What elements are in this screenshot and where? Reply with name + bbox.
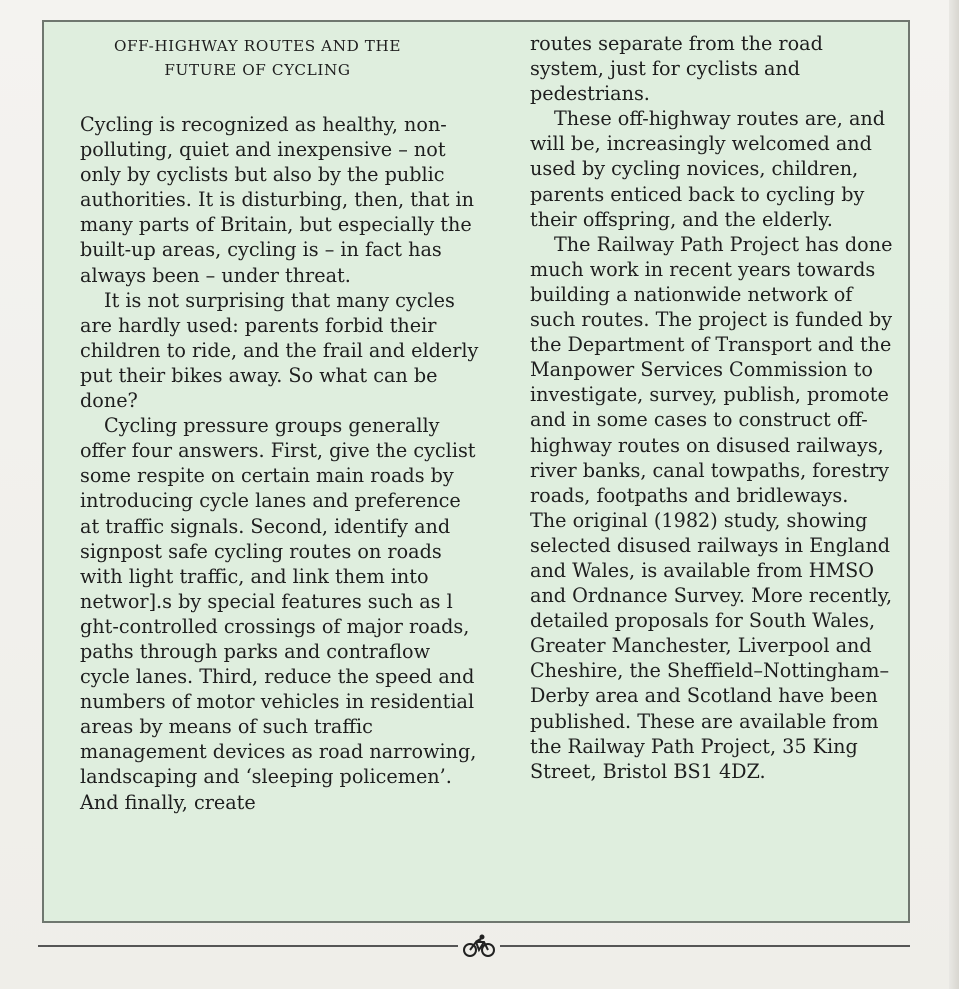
paragraph: It is not surprising that many cycles are hardly used: parents forbid their children to ride, and the frail and elderly put their bikes away. So what can be done?: [80, 288, 479, 413]
article-title: OFF-HIGHWAY ROUTES AND THE FUTURE OF CYCLING: [113, 37, 402, 79]
footer-rule-right: [500, 945, 910, 947]
paragraph: The original (1982) study, showing selected disused railways in England and Wales, is available from HMSO and Ordnance Survey. More recently, detailed proposals for South Wales, Greater Manchester, Liverpool and Cheshire, the Sheffield–Nottingham–Derby area and Scotland have been published. These are available from the Railway Path Project, 35 King Street, Bristol BS1 4DZ.: [530, 508, 893, 783]
paragraph: routes separate from the road system, just for cyclists and pedestrians.: [530, 32, 823, 106]
page-edge: [949, 0, 959, 989]
paragraph: The Railway Path Project has done much work in recent years towards building a nationwide network of such routes. The project is funded by the Department of Transport and the Manpower Services Commission to investigate, survey, publish, promote and in some cases to construct off-highway routes on disused railways, river banks, canal towpaths, forestry roads, footpaths and bridleways.: [530, 232, 893, 507]
paragraph: These off-highway routes are, and will be, increasingly welcomed and used by cycling novices, children, parents enticed back to cycling by their offspring, and the elderly.: [530, 107, 886, 231]
paragraph: Cycling is recognized as healthy, non-polluting, quiet and inexpensive – not only by cyclists but also by the public authorities. It is disturbing, then, that in many parts of Britain, but especially the built-up areas, cycling is – in fact has always been – under threat.: [80, 113, 474, 287]
paragraph: Cycling pressure groups generally offer four answers. First, give the cyclist some respite on certain main roads by introducing cycle lanes and preference at traffic signals. Second, identify and signpost safe cycling routes on roads with light traffic, and link them into networ].s by special features such as l ght-controlled crossings of major roads, paths through parks and contraflow cycle lanes. Third, reduce the speed and numbers of motor vehicles in residential areas by means of such traffic management devices as road narrowing, landscaping and ‘sleeping policemen’. And finally, create: [80, 414, 477, 814]
footer-rule-left: [38, 945, 458, 947]
left-column: [80, 112, 480, 815]
right-column: [530, 31, 900, 784]
bicycle-icon: [462, 934, 496, 958]
